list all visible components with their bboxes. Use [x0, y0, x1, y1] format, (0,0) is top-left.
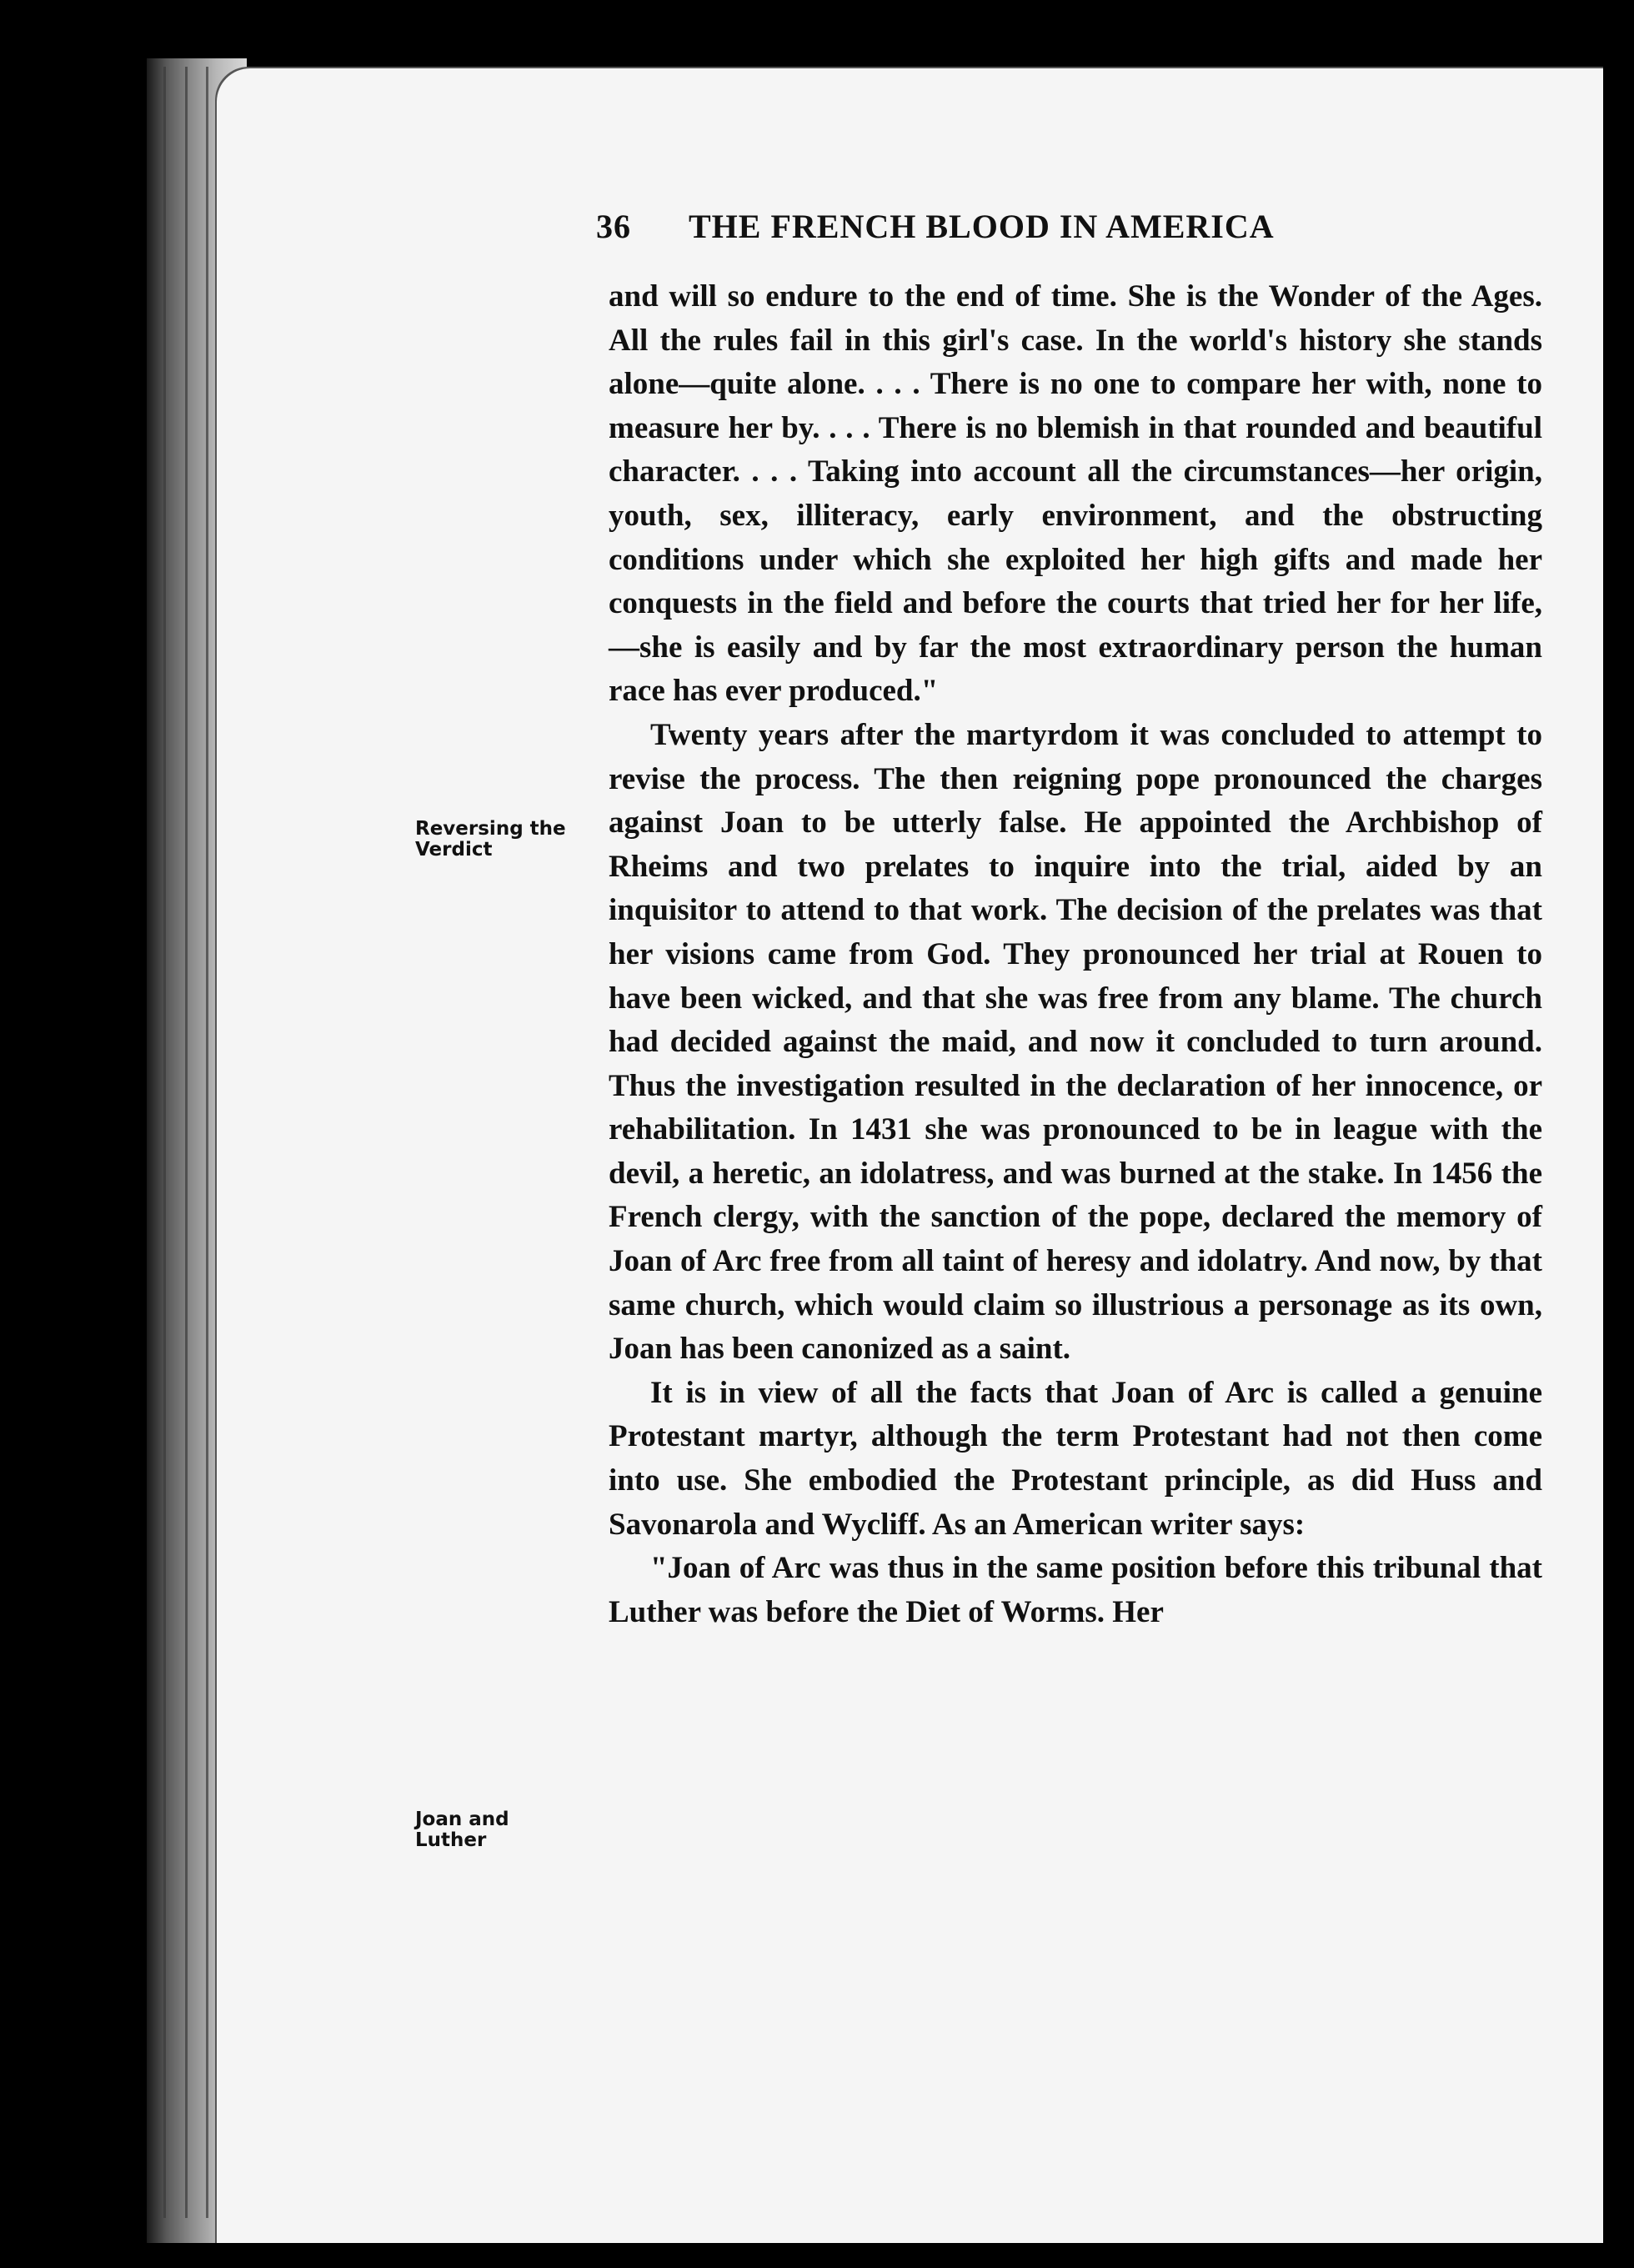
page-number: 36 — [596, 208, 631, 245]
page-header — [596, 207, 1430, 257]
paragraph-continued-quote: and will so endure to the end of time. She is the Wonder of the Ages. All the rules fail in this girl's case. In the world's history she stands alone—quite alone. . . . There is no one to compare her with, none to measure her by. . . . There is no blemish in that rounded and beautiful character. . . . Taking into account all the circumstances—her origin, youth, sex, illiteracy, early environment, and the obstructing conditions under which she exploited her high gifts and made her conquests in the field and before the courts that tried her for her life, —she is easily and by far the most extraordinary person the human race has ever produced." — [609, 279, 1542, 709]
paragraph-revising-process: Twenty years after the martyrdom it was concluded to attempt to revise the process. The then reigning pope pronounced the charges against Joan to be utterly false. He appointed the Archbishop of Rheims and two prelates to inquire into the trial, aided by an inquisitor to attend to that work. The decision of the prelates was that her visions came from God. They pronounced her trial at Rouen to have been wicked, and that she was free from any blame. The church had decided against the maid, and now it concluded to turn around. Thus the investigation resulted in the declaration of her innocence, or rehabilitation. In 1431 she was pronounced to be in league with the devil, a heretic, an idolatress, and was burned at the stake. In 1456 the French clergy, with the sanction of the pope, declared the memory of Joan of Arc free from all taint of heresy and idolatry. And now, by that same church, which would claim so illustrious a personage as its own, Joan has been canonized as a saint. — [609, 717, 1542, 1367]
body-text — [609, 275, 1542, 1634]
page-edge-line — [206, 67, 208, 2218]
sidenote-joan-luther: Joan and Luther — [415, 1809, 509, 1851]
running-title: THE FRENCH BLOOD IN AMERICA — [689, 208, 1275, 245]
paragraph-protestant-martyr: It is in view of all the facts that Joan of Arc is called a genuine Protestant martyr, although the term Protestant had not then come into use. She embodied the Protestant principle, as did Huss and Savonarola and Wycliff. As an American writer says: — [609, 1375, 1542, 1542]
page-edge-line — [185, 67, 188, 2218]
page-edge-line — [163, 67, 166, 2218]
paragraph-luther-quote: "Joan of Arc was thus in the same position before this tribunal that Luther was before the Diet of Worms. Her — [609, 1551, 1542, 1629]
sidenote-reversing-verdict: Reversing the Verdict — [415, 818, 566, 861]
